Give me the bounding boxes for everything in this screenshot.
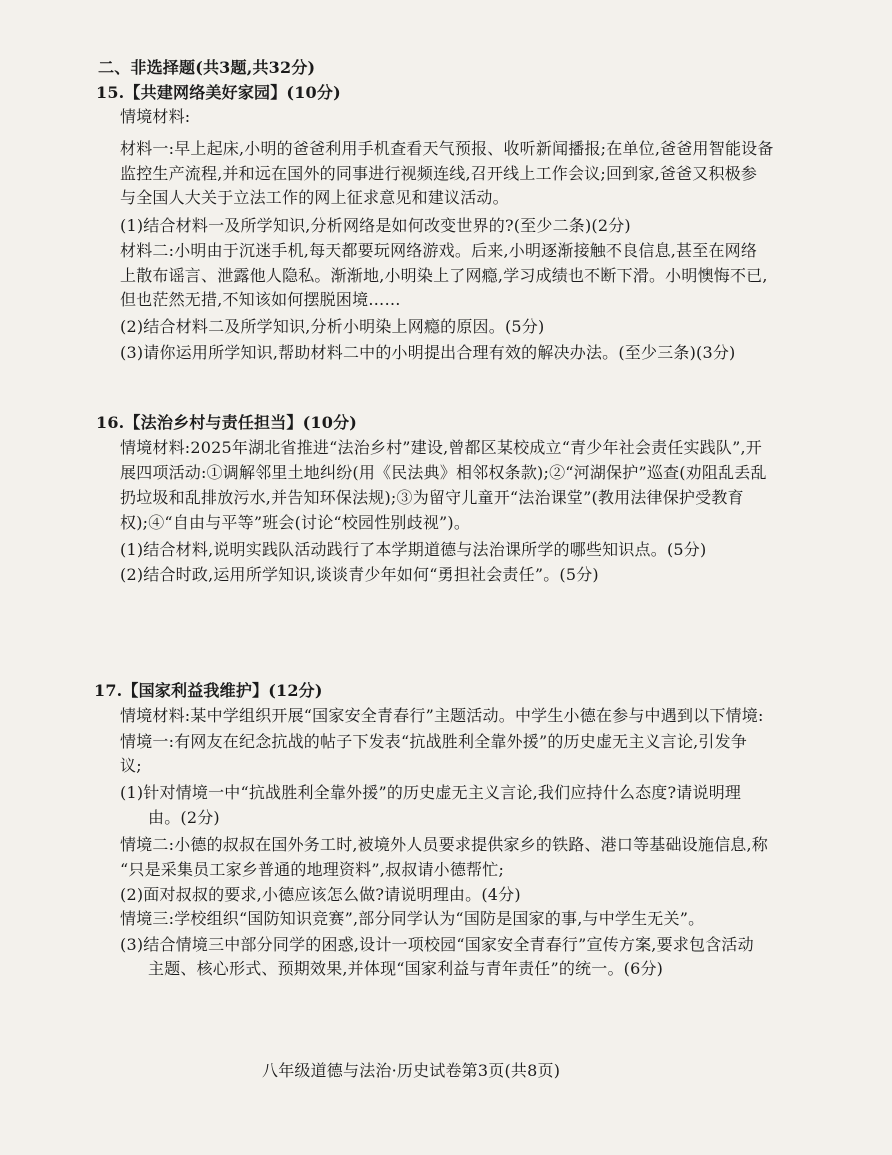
q15-title: 15.【共建网络美好家园】(10分): [96, 83, 341, 102]
q16-line1: 情境材料:2025年湖北省推进“法治乡村”建设,曾都区某校成立“青少年社会责任实践队”,开: [120, 438, 763, 457]
q16-line3: 扔垃圾和乱排放污水,并告知环保法规);③为留守儿童开“法治课堂”(教用法律保护受教育: [120, 488, 744, 507]
q17-sub3-line1: (3)结合情境三中部分同学的困惑,设计一项校园“国家安全青春行”宣传方案,要求包含活动: [120, 935, 754, 954]
q17-scenario2-line1: 情境二:小德的叔叔在国外务工时,被境外人员要求提供家乡的铁路、港口等基础设施信息,称: [120, 835, 768, 854]
q17-scenario2-line2: “只是采集员工家乡普通的地理资料”,叔叔请小德帮忙;: [120, 860, 505, 879]
q16-title: 16.【法治乡村与责任担当】(10分): [96, 413, 358, 432]
q15-material1-line3: 与全国人大关于立法工作的网上征求意见和建议活动。: [120, 188, 509, 207]
q17-sub2: (2)面对叔叔的要求,小德应该怎么做?请说明理由。(4分): [120, 885, 521, 904]
q16-line2: 展四项活动:①调解邻里土地纠纷(用《民法典》相邻权条款);②“河湖保护”巡查(劝阻乱丢乱: [120, 463, 767, 482]
q17-scenario1-line1: 情境一:有网友在纪念抗战的帖子下发表“抗战胜利全靠外援”的历史虚无主义言论,引发争: [120, 732, 748, 751]
q17-title: 17.【国家利益我维护】(12分): [94, 681, 323, 700]
q15-intro: 情境材料:: [120, 107, 191, 126]
q15-sub3: (3)请你运用所学知识,帮助材料二中的小明提出合理有效的解决办法。(至少三条)(3分): [120, 343, 736, 362]
q17-sub1-line2: 由。(2分): [148, 808, 220, 827]
q17-sub1-line1: (1)针对情境一中“抗战胜利全靠外援”的历史虚无主义言论,我们应持什么态度?请说明理: [120, 783, 742, 802]
q16-sub1: (1)结合材料,说明实践队活动践行了本学期道德与法治课所学的哪些知识点。(5分): [120, 540, 707, 559]
q15-material2-line1: 材料二:小明由于沉迷手机,每天都要玩网络游戏。后来,小明逐渐接触不良信息,甚至在网络: [120, 241, 758, 260]
section-title: 二、非选择题(共3题,共32分): [98, 58, 316, 77]
q17-sub3-line2: 主题、核心形式、预期效果,并体现“国家利益与青年责任”的统一。(6分): [148, 959, 664, 978]
page-footer: 八年级道德与法治·历史试卷第3页(共8页): [262, 1061, 561, 1080]
q15-material2-line2: 上散布谣言、泄露他人隐私。渐渐地,小明染上了网瘾,学习成绩也不断下滑。小明懊悔不已,: [120, 266, 768, 285]
q15-sub1: (1)结合材料一及所学知识,分析网络是如何改变世界的?(至少二条)(2分): [120, 216, 631, 235]
q15-material1-line2: 监控生产流程,并和远在国外的同事进行视频连线,召开线上工作会议;回到家,爸爸又积极参: [120, 164, 758, 183]
q17-line1: 情境材料:某中学组织开展“国家安全青春行”主题活动。中学生小德在参与中遇到以下情境:: [120, 706, 764, 725]
q16-sub2: (2)结合时政,运用所学知识,谈谈青少年如何“勇担社会责任”。(5分): [120, 565, 599, 584]
q17-scenario3: 情境三:学校组织“国防知识竞赛”,部分同学认为“国防是国家的事,与中学生无关”。: [120, 909, 705, 928]
q15-material1-line1: 材料一:早上起床,小明的爸爸利用手机查看天气预报、收听新闻播报;在单位,爸爸用智能设备: [120, 139, 774, 158]
q15-sub2: (2)结合材料二及所学知识,分析小明染上网瘾的原因。(5分): [120, 317, 545, 336]
q15-material2-line3: 但也茫然无措,不知该如何摆脱困境……: [120, 290, 401, 309]
q17-scenario1-line2: 议;: [120, 756, 142, 775]
q16-line4: 权);④“自由与平等”班会(讨论“校园性别歧视”)。: [120, 513, 471, 532]
